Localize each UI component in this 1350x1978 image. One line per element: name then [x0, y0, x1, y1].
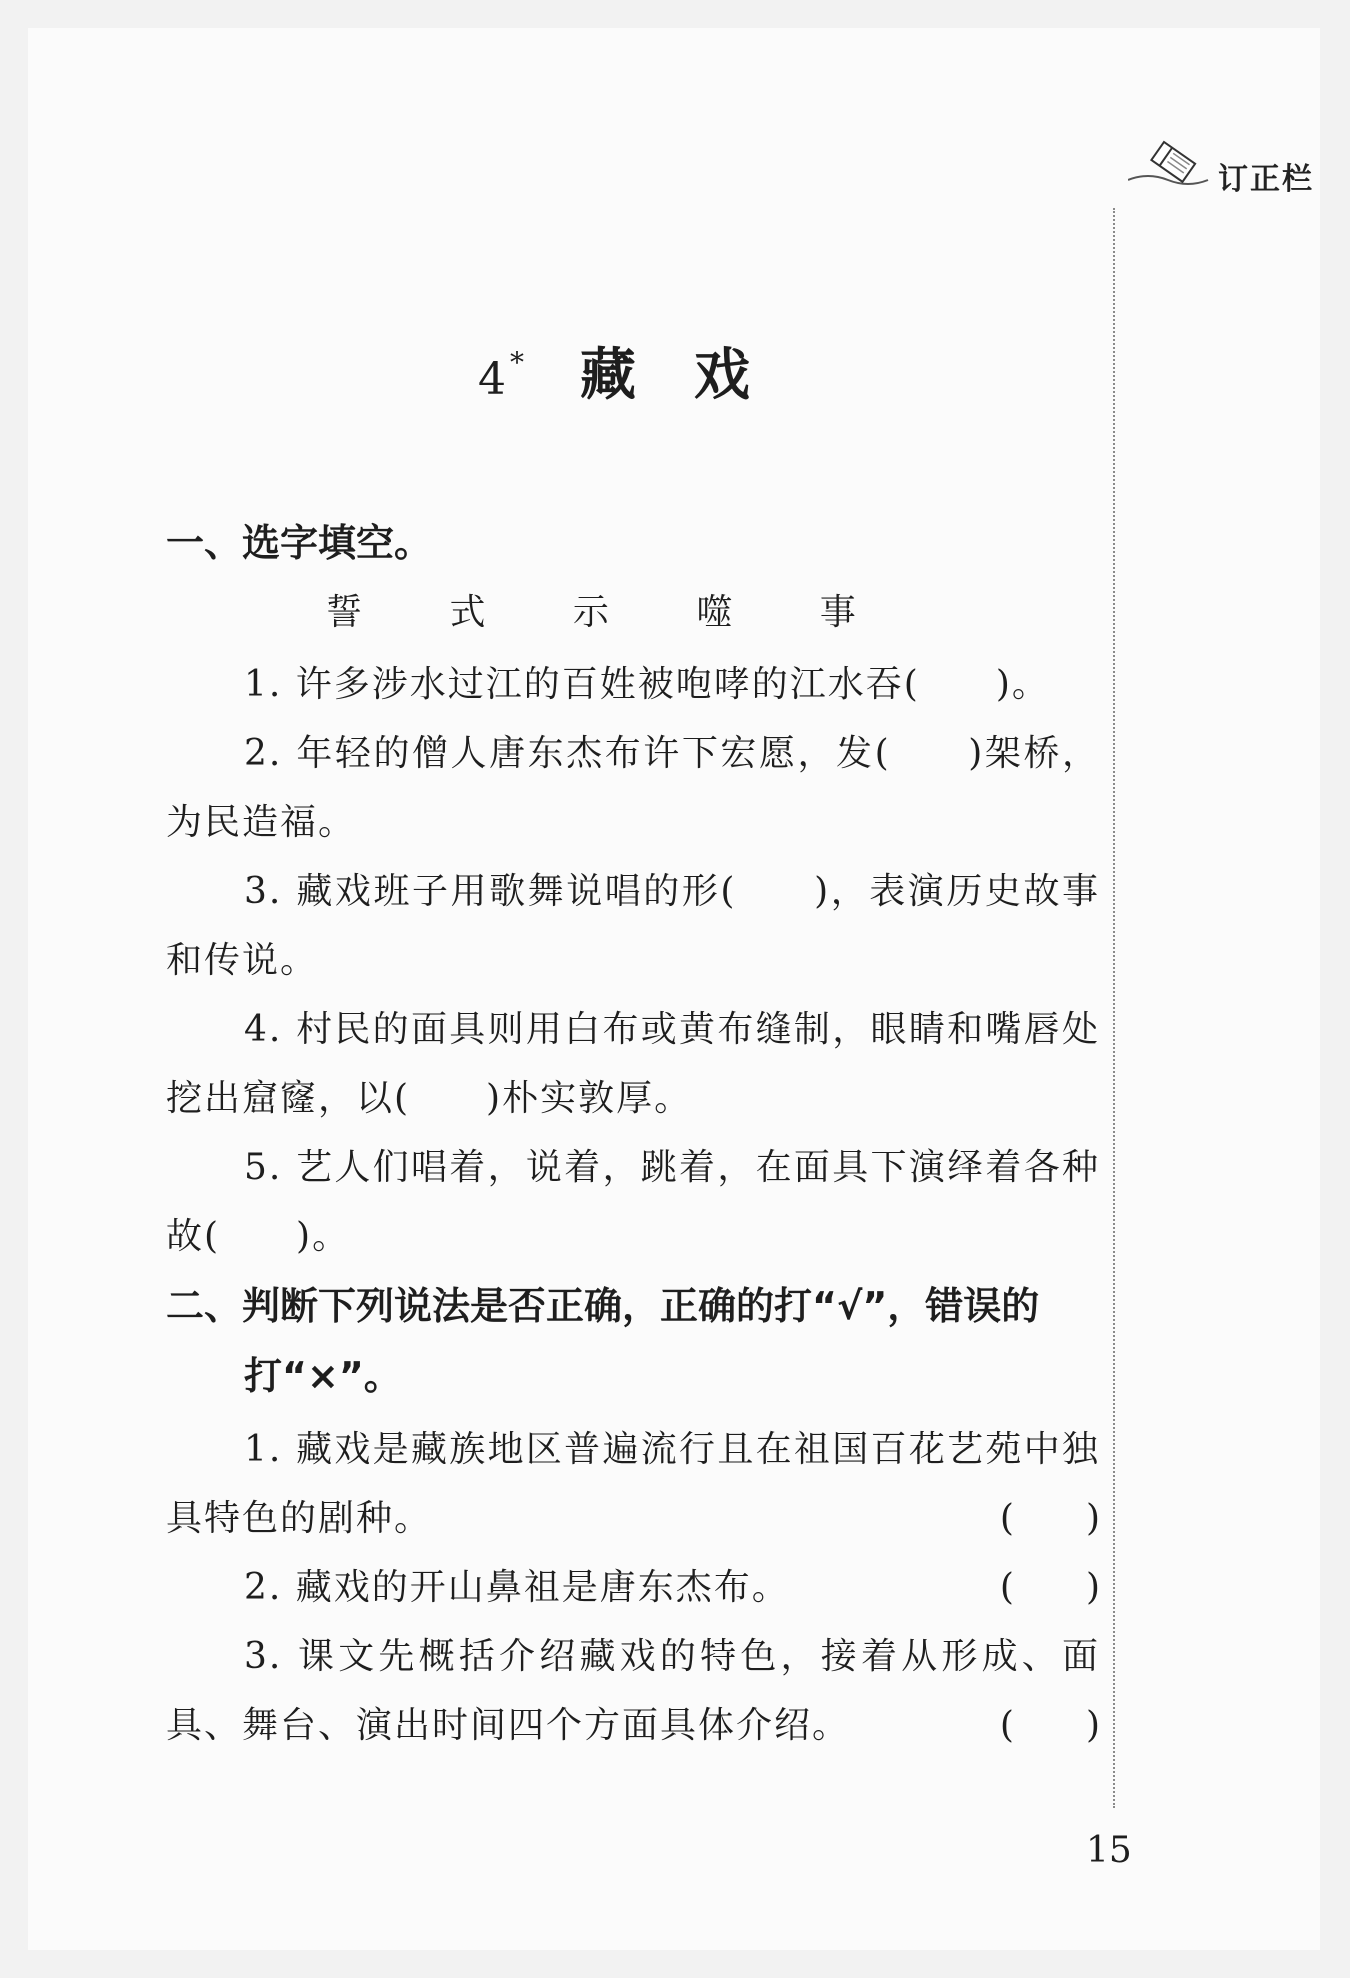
judge-item-text: 3. 课文先概括介绍藏戏的特色，接着从形成、面具、舞台、演出时间四个方面具体介绍。: [166, 1636, 1100, 1746]
lesson-title: [478, 328, 808, 415]
answer-blank[interactable]: ( ): [999, 1567, 1100, 1608]
workbook-page: [28, 28, 1320, 1950]
judge-item-text: 2. 藏戏的开山鼻祖是唐东杰布。: [244, 1567, 790, 1608]
optional-mark: *: [510, 346, 524, 379]
section2-heading-line1: 二、判断下列说法是否正确，正确的打“√”，错误的: [166, 1284, 1040, 1328]
answer-blank[interactable]: ( ): [999, 1498, 1100, 1539]
page-number: 15: [1086, 1830, 1132, 1871]
judge-item-2: [166, 1553, 1100, 1622]
answer-blank[interactable]: ( ): [999, 1705, 1100, 1746]
correction-divider: [1113, 208, 1115, 1808]
exercise-content: [166, 508, 1100, 1760]
fill-item-5: 5. 艺人们唱着，说着，跳着，在面具下演绎着各种故( )。: [166, 1147, 1100, 1257]
judge-item-text: 1. 藏戏是藏族地区普遍流行且在祖国百花艺苑中独具特色的剧种。: [166, 1429, 1100, 1539]
character-choices: 誓 式 示 噬 事: [326, 592, 894, 633]
correction-label: 订正栏: [1218, 162, 1314, 197]
fill-item-2: 2. 年轻的僧人唐东杰布许下宏愿，发( )架桥，为民造福。: [166, 733, 1100, 843]
fill-item-1: 1. 许多涉水过江的百姓被咆哮的江水吞( )。: [244, 664, 1050, 705]
correction-column-header: [1128, 136, 1338, 196]
judge-item-1: [166, 1415, 1100, 1553]
fill-item-3: 3. 藏戏班子用歌舞说唱的形( )，表演历史故事和传说。: [166, 871, 1100, 981]
judge-item-3: [166, 1622, 1100, 1760]
lesson-number: 4: [478, 354, 506, 405]
section1-heading: 一、选字填空。: [166, 521, 433, 565]
section2-heading-line2: 打“×”。: [244, 1354, 402, 1398]
lesson-name: 藏戏: [580, 342, 808, 408]
fill-item-4: 4. 村民的面具则用白布或黄布缝制，眼睛和嘴唇处挖出窟窿，以( )朴实敦厚。: [166, 1009, 1100, 1119]
section2-heading: [166, 1271, 1100, 1411]
